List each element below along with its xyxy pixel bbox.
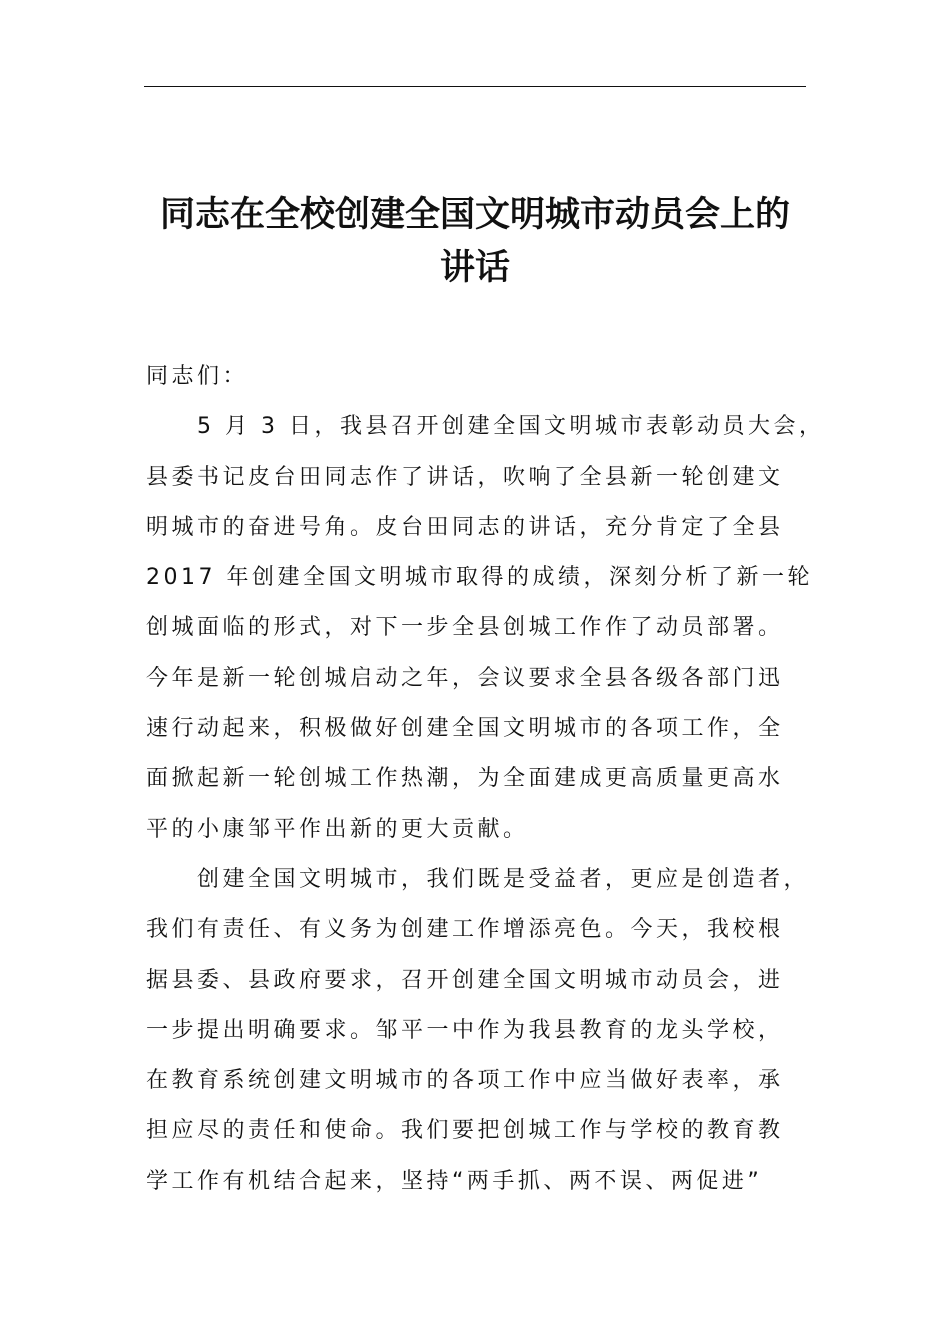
paragraph-line: 2017 年创建全国文明城市取得的成绩，深刻分析了新一轮 [146,565,813,591]
paragraph-line: 我们有责任、有义务为创建工作增添亮色。今天，我校根 [146,917,784,943]
paragraph-line: 速行动起来，积极做好创建全国文明城市的各项工作，全 [146,716,784,742]
paragraph-line: 担应尽的责任和使命。我们要把创城工作与学校的教育教 [146,1118,784,1144]
header-rule [144,86,806,87]
paragraph-line: 创建全国文明城市，我们既是受益者，更应是创造者， [146,866,810,892]
paragraph-line: 据县委、县政府要求，召开创建全国文明城市动员会，进 [146,967,784,993]
paragraph-line: 县委书记皮台田同志作了讲话，吹响了全县新一轮创建文 [146,464,784,490]
paragraph-line: 学工作有机结合起来，坚持“两手抓、两不误、两促进” [146,1168,763,1194]
paragraph-line: 平的小康邹平作出新的更大贡献。 [146,816,529,842]
paragraph-line: 一步提出明确要求。邹平一中作为我县教育的龙头学校， [146,1017,784,1043]
paragraph-line: 5 月 3 日，我县召开创建全国文明城市表彰动员大会， [146,414,825,440]
document-body [146,352,825,1207]
paragraph-line: 创城面临的形式，对下一步全县创城工作作了动员部署。 [146,615,784,641]
document-title [144,188,806,294]
paragraph-1 [146,402,825,855]
paragraph-line: 在教育系统创建文明城市的各项工作中应当做好表率，承 [146,1068,784,1094]
paragraph-2 [146,855,808,1207]
title-line: 讲话 [439,247,510,288]
paragraph-line: 明城市的奋进号角。皮台田同志的讲话，充分肯定了全县 [146,514,784,540]
paragraph-line: 面掀起新一轮创城工作热潮，为全面建成更高质量更高水 [146,766,784,792]
paragraph-line: 今年是新一轮创城启动之年，会议要求全县各级各部门迅 [146,665,784,691]
salutation: 同志们： [146,364,249,389]
title-line: 同志在全校创建全国文明城市动员会上的 [159,194,790,235]
